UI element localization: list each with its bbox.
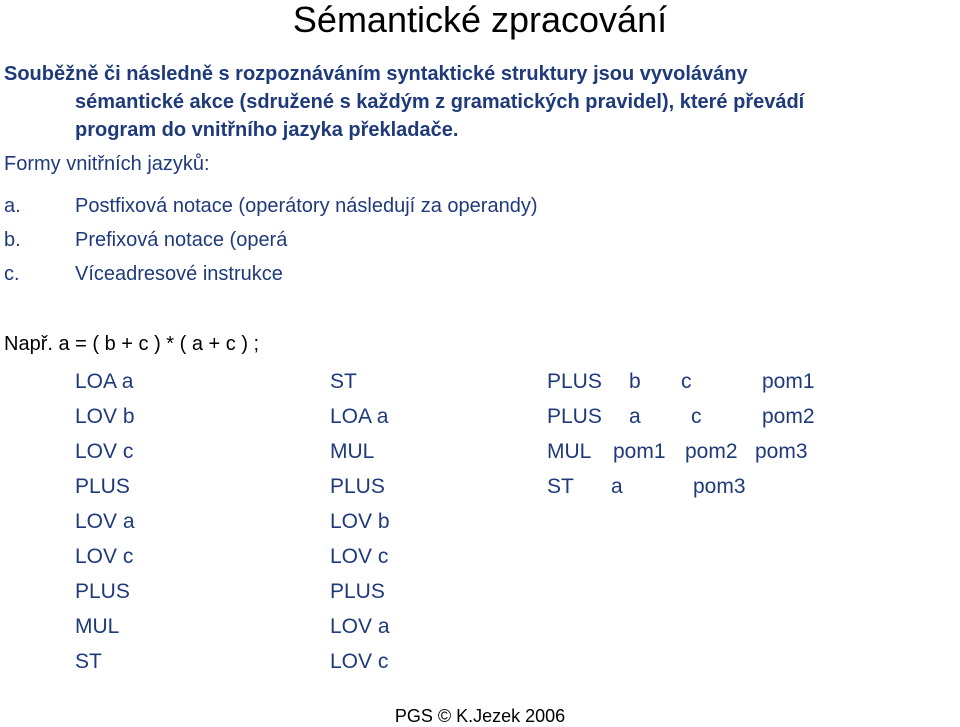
multiaddress-column [547,364,815,504]
postfix-instruction: PLUS [75,580,130,603]
instruction-op: PLUS [547,370,602,393]
prefix-instruction: LOV b [330,510,390,533]
instruction-arg3: pom3 [755,440,808,463]
prefix-instruction: ST [330,370,357,393]
postfix-instruction: LOV c [75,440,134,463]
instruction-arg1: b [629,370,641,393]
intro-line-1: Souběžně či následně s rozpoznáváním syntaktické struktury jsou vyvolávány [4,63,748,85]
example-expression: Např. a = ( b + c ) * ( a + c ) ; [4,333,260,355]
list-text: Postfixová notace (operátory následují za operandy) [75,195,538,217]
forms-heading: Formy vnitřních jazyků: [4,153,210,175]
instruction-arg2: c [691,405,702,428]
instruction-arg1: a [629,405,641,428]
prefix-instruction: LOA a [330,405,389,428]
instruction-op: MUL [547,440,592,463]
postfix-column [75,364,135,679]
prefix-instruction: LOV c [330,545,389,568]
prefix-instruction: LOV a [330,615,390,638]
postfix-instruction: LOV c [75,545,134,568]
postfix-instruction: PLUS [75,475,130,498]
list-item-prefix [4,226,287,254]
prefix-column [330,364,390,679]
intro-line-2: sémantické akce (sdružené s každým z gramatických pravidel), které převádí [75,91,805,113]
multiaddress-row [547,469,782,504]
postfix-instruction: MUL [75,615,120,638]
intro-line-3: program do vnitřního jazyka překladače. [75,119,459,141]
instruction-arg3: pom1 [762,370,815,393]
postfix-instruction: LOV a [75,510,135,533]
postfix-instruction: LOV b [75,405,135,428]
list-item-multiaddress [4,260,283,288]
list-item-postfix [4,192,538,220]
list-letter: c. [4,263,20,285]
list-letter: b. [4,229,21,251]
prefix-instruction: PLUS [330,475,385,498]
prefix-instruction: MUL [330,440,375,463]
instruction-arg1: a [611,475,623,498]
footer-copyright: PGS © K.Jezek 2006 [394,706,566,726]
list-letter: a. [4,195,21,217]
list-text: Víceadresové instrukce [75,263,283,285]
list-text: Prefixová notace (operá [75,229,288,251]
instruction-op: ST [547,475,574,498]
page-title: Sémantické zpracování [292,0,668,40]
postfix-instruction: LOA a [75,370,134,393]
multiaddress-row [547,364,815,399]
prefix-instruction: LOV c [330,650,389,673]
prefix-instruction: PLUS [330,580,385,603]
instruction-arg2: c [681,370,692,393]
multiaddress-row [547,434,808,469]
postfix-instruction: ST [75,650,102,673]
multiaddress-row [547,399,815,434]
instruction-arg2: pom3 [693,475,746,498]
instruction-op: PLUS [547,405,602,428]
instruction-arg2: pom2 [685,440,738,463]
instruction-arg1: pom1 [613,440,666,463]
instruction-arg3: pom2 [762,405,815,428]
